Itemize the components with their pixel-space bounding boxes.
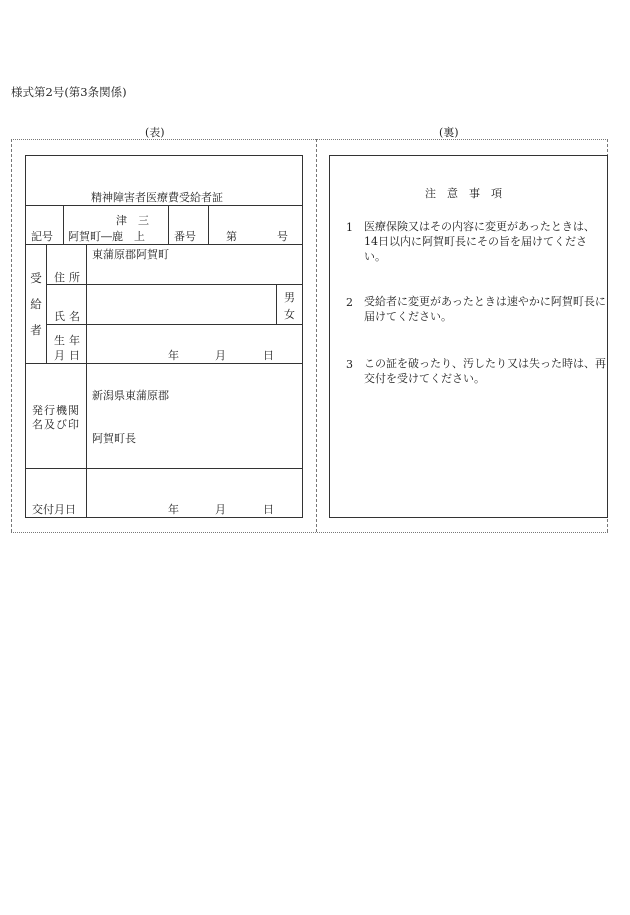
vrule-bangou bbox=[168, 205, 169, 244]
vrule-label-col bbox=[86, 244, 87, 518]
dai-label: 第 bbox=[226, 230, 237, 243]
form-title: 様式第2号(第3条関係) bbox=[11, 85, 127, 99]
issue-month-label: 月 bbox=[215, 503, 226, 516]
rule-title bbox=[25, 205, 303, 206]
issue-date-label: 交付月日 bbox=[32, 503, 76, 516]
vrule-gender bbox=[276, 284, 277, 324]
notes-title: 注 意 事 項 bbox=[425, 187, 502, 200]
gender-male: 男 bbox=[284, 291, 295, 304]
note-1-number: 1 bbox=[346, 221, 353, 234]
issue-year-label: 年 bbox=[168, 503, 179, 516]
birth-month-label: 月 bbox=[215, 349, 226, 362]
name-label: 氏名 bbox=[54, 310, 84, 323]
issuer-prefecture: 新潟県東蒲原郡 bbox=[92, 389, 169, 402]
birth-day-label: 日 bbox=[263, 349, 274, 362]
issuer-label-2: 名及び印 bbox=[32, 418, 80, 431]
note-1-text: 医療保険又はその内容に変更があったときは、14日以内に阿賀町長にその旨を届けてください。 bbox=[364, 220, 595, 263]
rule-issuer bbox=[25, 468, 303, 469]
kigou-label: 記号 bbox=[31, 230, 53, 243]
cut-guide-left bbox=[11, 139, 12, 532]
rule-name bbox=[46, 324, 303, 325]
bangou-label: 番号 bbox=[174, 230, 196, 243]
rule-kigou bbox=[25, 244, 303, 245]
birth-label-2: 月日 bbox=[54, 349, 84, 362]
birth-label-1: 生年 bbox=[54, 334, 84, 347]
rule-recipient bbox=[25, 363, 303, 364]
address-label: 住所 bbox=[54, 271, 84, 284]
note-2-text: 受給者に変更があったときは速やかに阿賀町長に届けてください。 bbox=[364, 295, 606, 323]
card-title: 精神障害者医療費受給者証 bbox=[91, 191, 223, 204]
cut-guide-bottom bbox=[11, 532, 608, 533]
rule-address bbox=[46, 284, 303, 285]
issuer-mayor: 阿賀町長 bbox=[92, 432, 136, 445]
vrule-dai bbox=[208, 205, 209, 244]
issue-day-label: 日 bbox=[263, 503, 274, 516]
go-label: 号 bbox=[277, 230, 288, 243]
vrule-kigou bbox=[63, 205, 64, 244]
issuer-label-1: 発行機関 bbox=[32, 404, 80, 417]
address-value: 東蒲原郡阿賀町 bbox=[92, 248, 169, 261]
gender-female: 女 bbox=[284, 308, 295, 321]
kigou-value-top: 津 三 bbox=[116, 214, 149, 227]
recipient-label: 受給者 bbox=[30, 271, 42, 337]
note-3-text: この証を破ったり、汚したり又は失った時は、再交付を受けてください。 bbox=[364, 357, 606, 385]
front-side-label: (表) bbox=[145, 126, 165, 139]
cut-guide-center bbox=[316, 139, 317, 532]
birth-year-label: 年 bbox=[168, 349, 179, 362]
back-card bbox=[329, 155, 608, 518]
vrule-recipient bbox=[46, 244, 47, 363]
back-side-label: (裏) bbox=[439, 126, 459, 139]
kigou-value-bottom: 阿賀町―鹿 上 bbox=[68, 230, 145, 243]
note-2-number: 2 bbox=[346, 296, 353, 309]
cut-guide-top bbox=[11, 139, 608, 140]
note-3-number: 3 bbox=[346, 358, 353, 371]
